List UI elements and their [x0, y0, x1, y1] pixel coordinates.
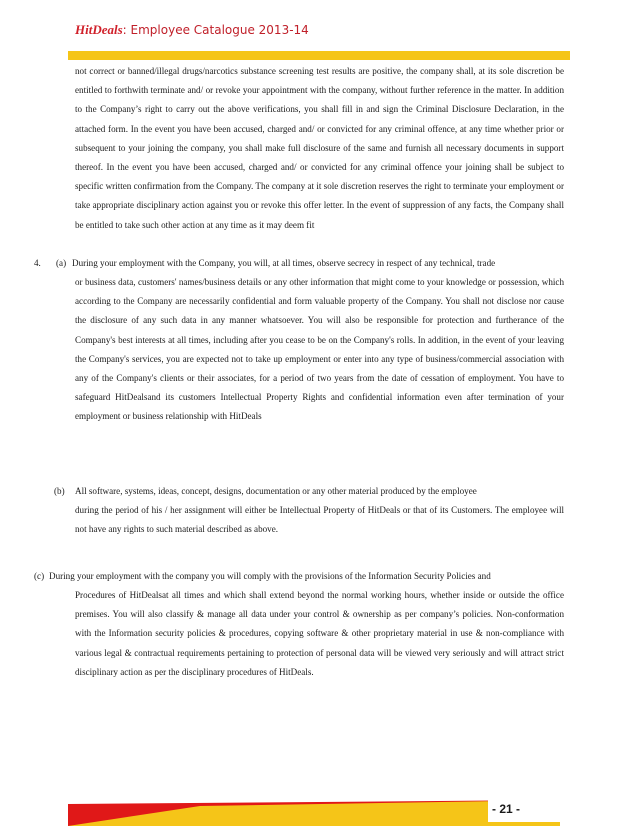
page-header — [75, 22, 309, 38]
item-4a-marker: (a) — [56, 258, 67, 268]
item-4c-marker: (c) — [34, 571, 45, 581]
catalogue-title: : Employee Catalogue 2013-14 — [122, 23, 309, 37]
item-4b-paragraph: during the period of his / her assignment will either be Intellectual Property of HitDeals or that of its Customers. The employee will not have any rights to such material described as above. — [75, 505, 564, 535]
page-number: - 21 - — [492, 802, 521, 816]
item-4b-marker: (b) — [54, 486, 65, 496]
item-4b-first-line: All software, systems, ideas, concept, designs, documentation or any other material produced by the employee — [75, 486, 477, 496]
item-4c-paragraph: Procedures of HitDealsat all times and which shall extend beyond the normal working hours, whether inside or outside the office premises. You will also classify & manage all data under your control & ownership as per company’s policies. Non-conformation with the Information security policies & procedures, copying software & other proprietary material in use & non-compliance with various legal & contractual requirements pertaining to protection of personal data will be viewed very seriously and will attract strict disciplinary action as per the disciplinary procedures of HitDeals. — [75, 590, 564, 677]
item-4c-first-line: During your employment with the company you will comply with the provisions of the Information Security Policies and — [49, 571, 491, 581]
item-4a-paragraph: or business data, customers' names/business details or any other information that might come to your knowledge or possession, which according to the Company are necessarily confidential and form valuable property of the Company. You shall not disclose nor cause the disclosure of any such data in any manner whatsoever. You will also be responsible for protection and furtherance of the Company's best interests at all times, including after you cease to be on the Company's rolls. In addition, in the event of your leaving the Company's services, you are expected not to take up employment or enter into any type of business/commercial association with any of the Company's clients or their associates, for a period of two years from the date of cessation of employment. You have to safeguard HitDealsand its customers Intellectual Property Rights and confidential information even after termination of your employment or business relationship with HitDeals — [75, 277, 564, 422]
paragraph-criminal-disclosure: not correct or banned/illegal drugs/narcotics substance screening test results are positive, the company shall, at its sole discretion be entitled to forthwith terminate and/ or revoke your appointment with the company, without further reference in the matter. In addition to the Company’s right to carry out the above verifications, you shall fill in and sign the Criminal Disclosure Declaration, in the attached form. In the event you have been accused, charged and/ or convicted for any criminal offence, at any time whether prior or subsequent to your joining the company, you shall make full disclosure of the same and furnish all necessary documents in support thereof. In the event you have been accused, charged and/ or convicted for any criminal offence your joining shall be subject to specific written confirmation from the Company. The company at it sole discretion reserves the right to terminate your employment or take appropriate disciplinary action against you or revoke this offer letter. In the event of suppression of any facts, the Company shall be entitled to take such other action at any time as it may deem fit — [75, 66, 564, 230]
item-4-number: 4. — [34, 258, 41, 268]
footer-banner — [0, 800, 638, 826]
header-rule — [68, 51, 570, 60]
brand-name: HitDeals — [75, 22, 123, 37]
item-4a-first-line: During your employment with the Company, you will, at all times, observe secrecy in respect of any technical, trade — [72, 258, 496, 268]
